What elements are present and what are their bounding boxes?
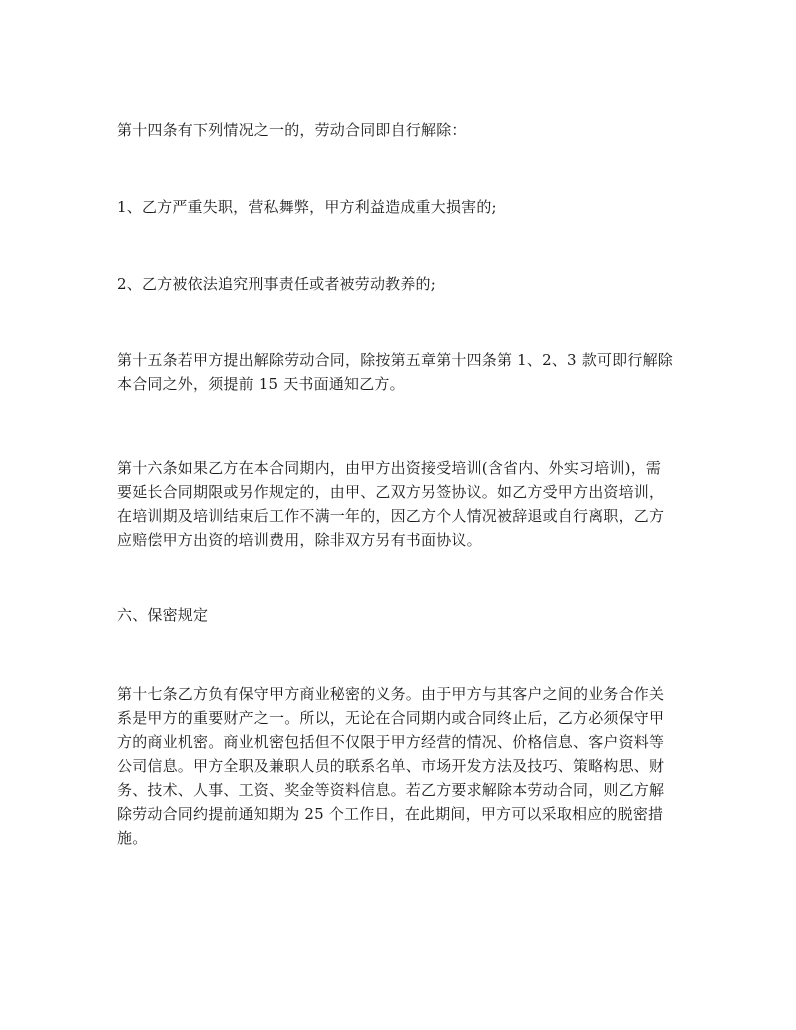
- text-line: 方的商业机密。商业机密包括但不仅限于甲方经营的情况、价格信息、客户资料等: [117, 733, 665, 751]
- text-line: 在培训期及培训结束后工作不满一年的，因乙方个人情况被辞退或自行离职，乙方: [117, 507, 665, 525]
- article-16-paragraph: [117, 456, 687, 552]
- text-line: 务、技术、人事、工资、奖金等资料信息。若乙方要求解除本劳动合同，则乙方解: [117, 781, 665, 799]
- section-6-heading: [117, 603, 687, 627]
- article-14-item-1-paragraph: [117, 195, 687, 219]
- section-heading-text: 六、保密规定: [117, 606, 209, 624]
- text-line: 第十四条有下列情况之一的，劳动合同即自行解除：: [117, 121, 467, 139]
- text-line: 要延长合同期限或另作规定的，由甲、乙双方另签协议。如乙方受甲方出资培训，: [117, 483, 665, 501]
- article-14-paragraph: [117, 118, 687, 142]
- article-15-paragraph: [117, 348, 687, 396]
- text-line: 第十六条如果乙方在本合同期内，由甲方出资接受培训(含省内、外实习培训)，需: [117, 459, 662, 477]
- text-line: 除劳动合同约提前通知期为 25 个工作日，在此期间，甲方可以采取相应的脱密措: [117, 805, 664, 823]
- text-line: 本合同之外，须提前 15 天书面通知乙方。: [117, 375, 405, 393]
- article-17-paragraph: [117, 682, 687, 850]
- article-14-item-2-paragraph: [117, 272, 687, 296]
- text-line: 施。: [117, 829, 148, 847]
- text-line: 第十五条若甲方提出解除劳动合同，除按第五章第十四条第 1、2、3 款可即行解除: [117, 351, 673, 369]
- text-line: 2、乙方被依法追究刑事责任或者被劳动教养的;: [117, 275, 436, 293]
- text-line: 系是甲方的重要财产之一。所以，无论在合同期内或合同终止后，乙方必须保守甲: [117, 709, 665, 727]
- text-line: 1、乙方严重失职，营私舞弊，甲方利益造成重大损害的;: [117, 198, 497, 216]
- text-line: 应赔偿甲方出资的培训费用，除非双方另有书面协议。: [117, 531, 482, 549]
- text-line: 第十七条乙方负有保守甲方商业秘密的义务。由于甲方与其客户之间的业务合作关: [117, 685, 665, 703]
- text-line: 公司信息。甲方全职及兼职人员的联系名单、市场开发方法及技巧、策略构思、财: [117, 757, 665, 775]
